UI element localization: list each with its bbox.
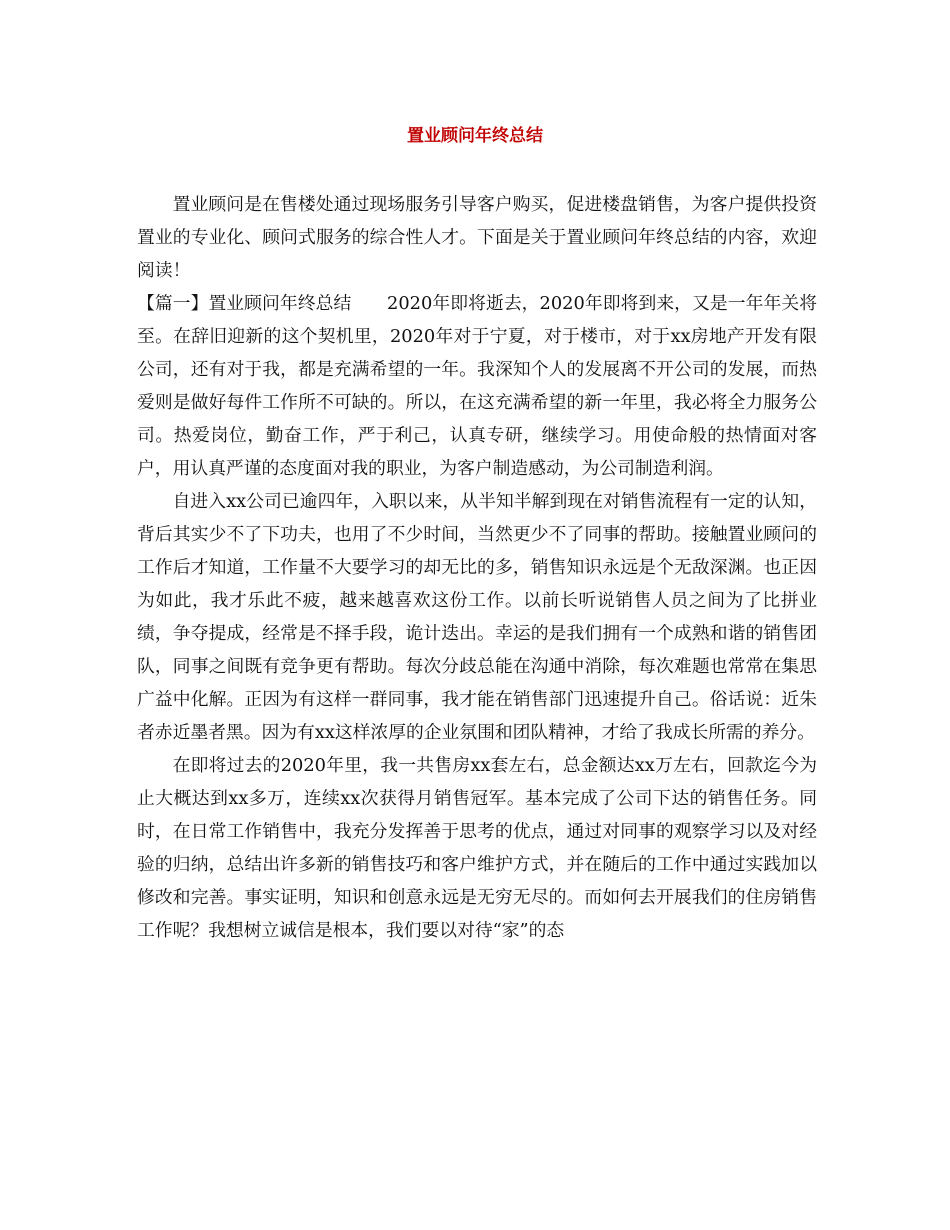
paragraph-intro: 置业顾问是在售楼处通过现场服务引导客户购买，促进楼盘销售，为客户提供投资置业的专业化、顾问式服务的综合性人才。下面是关于置业顾问年终总结的内容，欢迎阅读！: [137, 194, 817, 281]
document-title: 置业顾问年终总结: [407, 126, 543, 146]
paragraph-part-one: 【篇一】置业顾问年终总结 2020年即将逝去，2020年即将到来，又是一年年关将至。在辞旧迎新的这个契机里，2020年对于宁夏，对于楼市，对于xx房地产开发有限公司，还有对于我，都是充满希望的一年。我深知个人的发展离不开公司的发展，而热爱则是做好每件工作所不可缺的。所以，在这充满希望的新一年里，我必将全力服务公司。热爱岗位，勤奋工作，严于利己，认真专研，继续学习。用使命般的热情面对客户，用认真严谨的态度面对我的职业，为客户制造感动，为公司制造利润。: [137, 293, 817, 479]
paragraph-achievements: 在即将过去的2020年里，我一共售房xx套左右，总金额达xx万左右，回款迄今为止大概达到xx多万，连续xx次获得月销售冠军。基本完成了公司下达的销售任务。同时，在日常工作销售中，我充分发挥善于思考的优点，通过对同事的观察学习以及对经验的归纳，总结出许多新的销售技巧和客户维护方式，并在随后的工作中通过实践加以修改和完善。事实证明，知识和创意永远是无穷无尽的。而如何去开展我们的住房销售工作呢？我想树立诚信是根本，我们要以对待“家”的态: [137, 755, 817, 941]
paragraph-experience: 自进入xx公司已逾四年，入职以来，从半知半解到现在对销售流程有一定的认知，背后其实少不了下功夫，也用了不少时间，当然更少不了同事的帮助。接触置业顾问的工作后才知道，工作量不大要学习的却无比的多，销售知识永远是个无敌深渊。也正因为如此，我才乐此不疲，越来越喜欢这份工作。以前长听说销售人员之间为了比拼业绩，争夺提成，经常是不择手段，诡计迭出。幸运的是我们拥有一个成熟和谐的销售团队，同事之间既有竞争更有帮助。每次分歧总能在沟通中消除，每次难题也常常在集思广益中化解。正因为有这样一群同事，我才能在销售部门迅速提升自己。俗话说：近朱者赤近墨者黑。因为有xx这样浓厚的企业氛围和团队精神，才给了我成长所需的养分。: [137, 491, 817, 743]
document-body: [137, 188, 817, 947]
